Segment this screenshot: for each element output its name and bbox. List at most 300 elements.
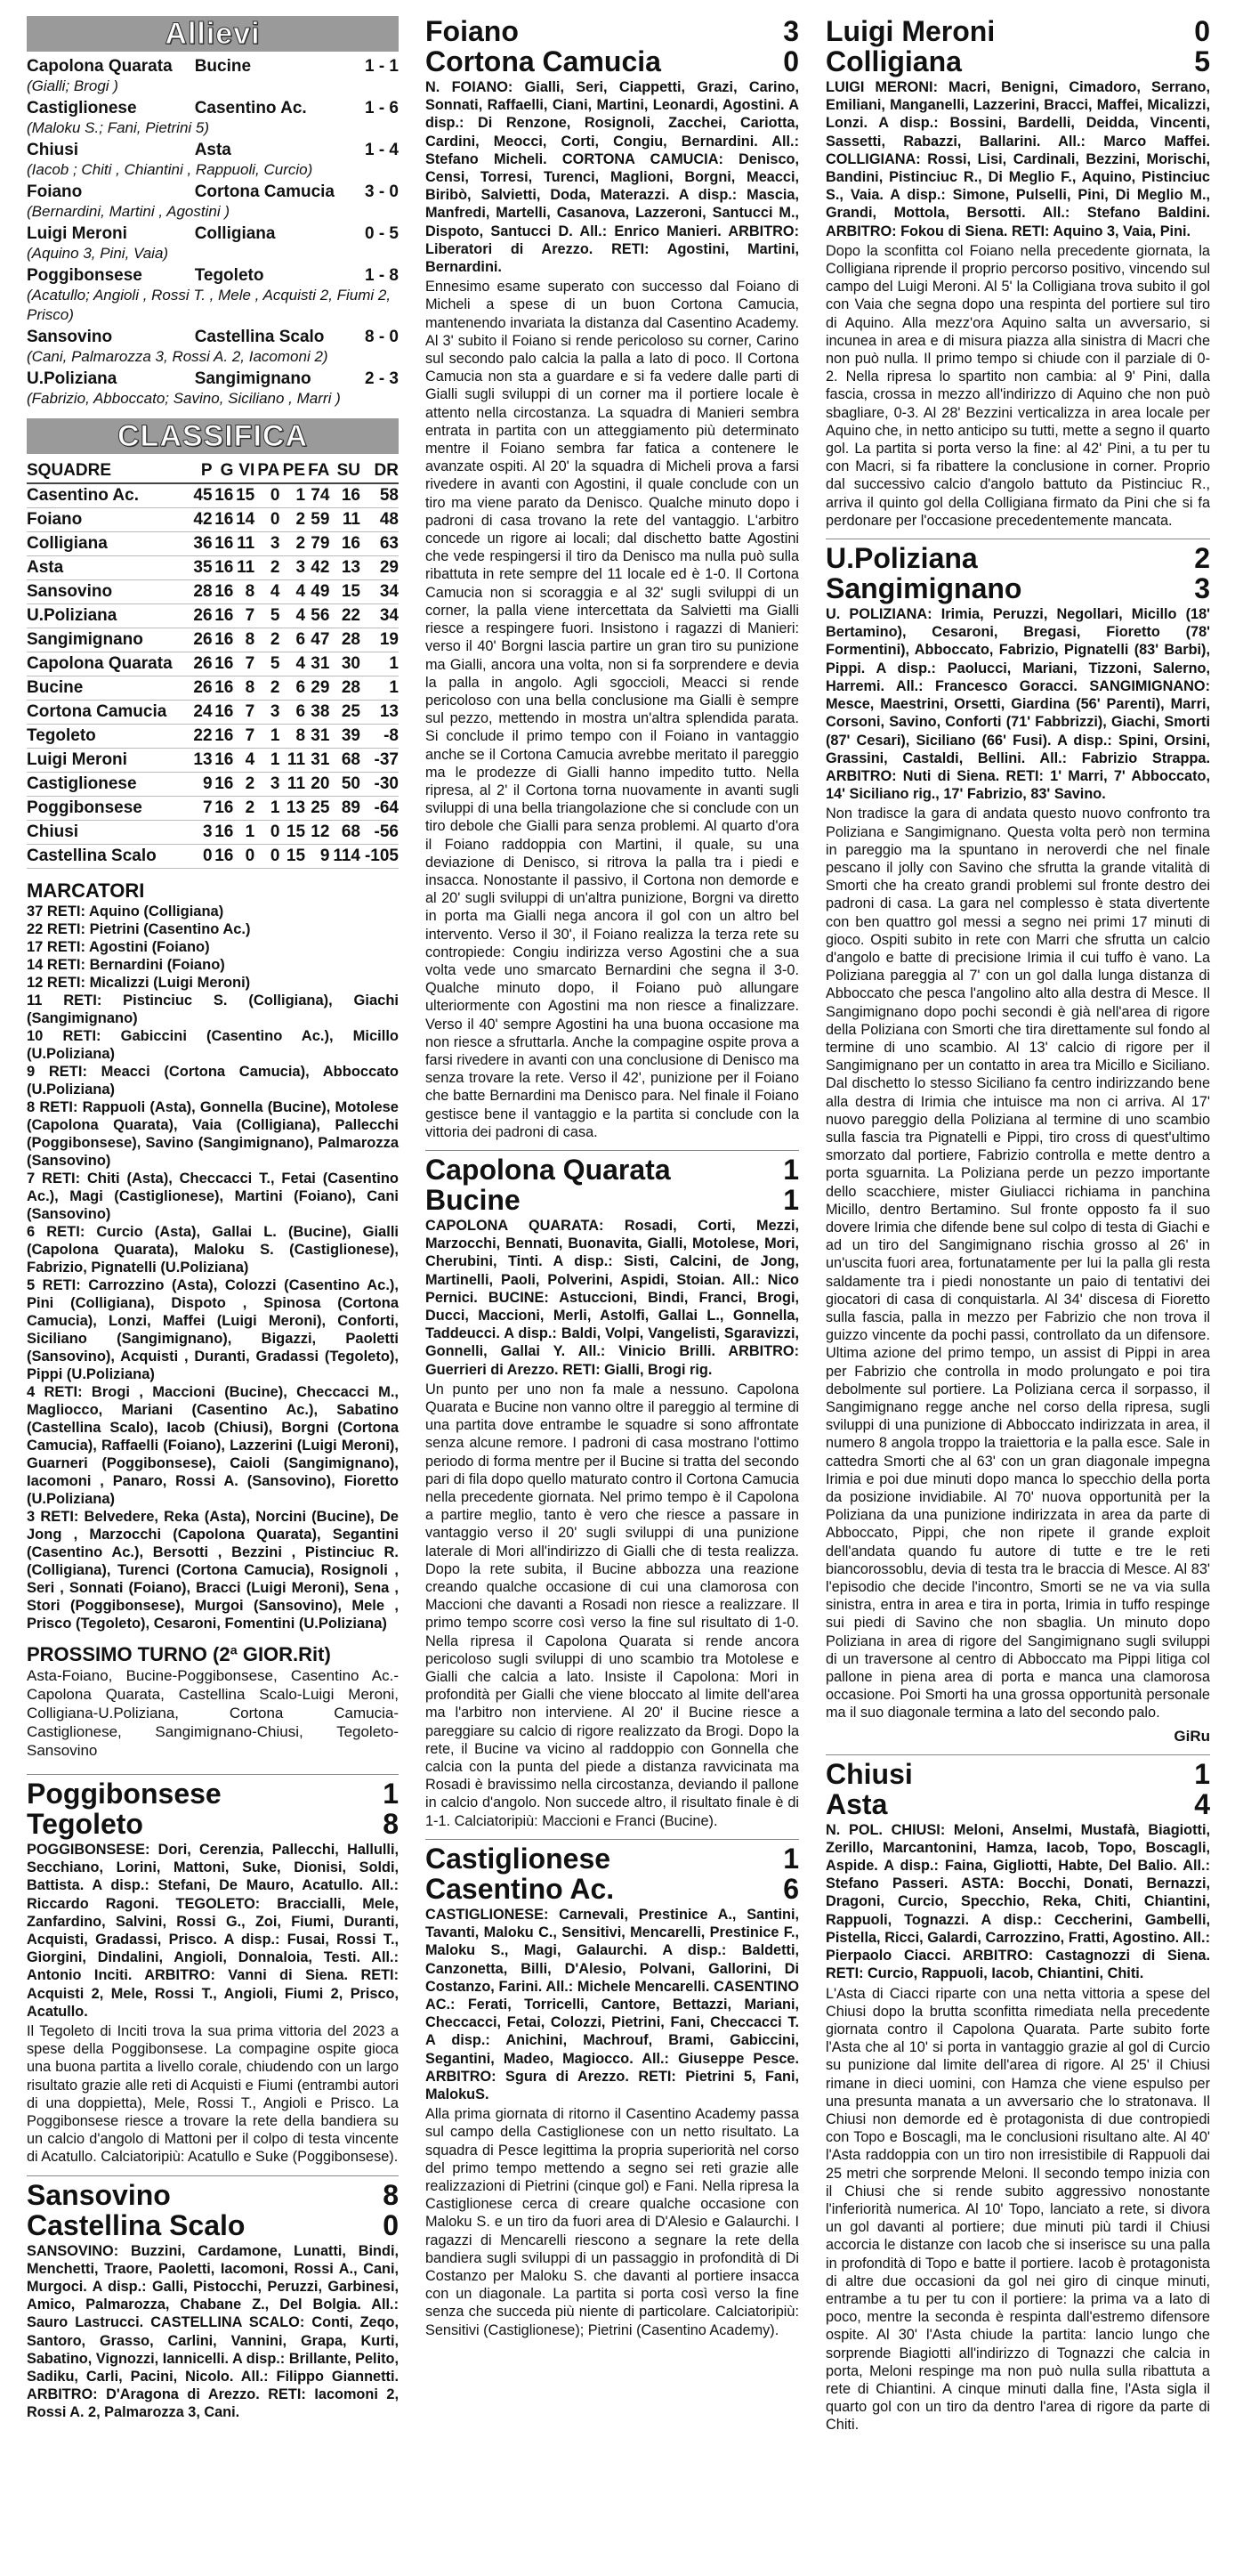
away-team: Bucine xyxy=(425,1183,521,1216)
home-team-row xyxy=(425,16,799,46)
standings-team: Sangimignano xyxy=(27,628,191,652)
standings-cell: 29 xyxy=(305,676,329,701)
standings-cell: 1 xyxy=(279,483,305,508)
standings-cell: 16 xyxy=(329,532,360,556)
standings-row xyxy=(27,508,399,532)
home-team: Chiusi xyxy=(826,1757,913,1790)
scorer-line: 4 RETI: Brogi , Maccioni (Bucine), Checcacci M., Magliocco, Mariani (Casentino Ac.), Sabatino (Castellina Scalo), Iacob (Chiusi), Borgni (Cortona Camucia), Raffaelli (Foiano), Lazzerini (Luigi Meroni), Guarneri (Poggibonsese), Caioli (Sangimignano), Iacomoni , Panaro, Rossi A. (Sansovino), Fioretto (U.Poliziana) xyxy=(27,1384,399,1507)
standings-cell: 13 xyxy=(279,797,305,821)
standings-header-cell: PA xyxy=(254,459,279,483)
result-scorers: (Maloku S.; Fani, Pietrini 5) xyxy=(27,119,210,136)
standings-cell: 42 xyxy=(191,508,213,532)
story-text: Dopo la sconfitta col Foiano nella precedente giornata, la Colligiana riprende il proprio percorso positivo, vincendo sul campo del Luigi Meroni. Al 5' la Colligiana trova subito il gol con Vaia che segna dopo una respinta del portiere sul tiro di Aquino. Alla mezz'ora Aquino salta un avversario, si incunea in area e di misura piazza alla sinistra di Macri che non può nulla. Il primo tempo si chiude con il parziale di 0-2. Nella ripresa lo spartito non cambia: al 9' Pini, dalla fascia, crossa in mezzo all'indirizzo di Aquino che non può sbagliare, 0-3. Al 28' Bezzini verticalizza in area locale per Aquino che, in netto anticipo su tutti, mette a segno il quarto gol. La partita si porta verso la fine: al 42' Pini, a tu per tu con Macri, si fa ribattere la conclusione in corner. Proprio dal successivo calcio d'angolo battuto da Pistinciuc R., arriva il quinto gol della Colligiana firmato da Pini che si fa perdonare per l'occasione precedentemente mancata. xyxy=(826,242,1210,529)
standings-cell: 16 xyxy=(213,701,234,725)
standings-cell: 58 xyxy=(360,483,399,508)
standings-cell: 13 xyxy=(329,556,360,580)
home-team: Foiano xyxy=(425,15,519,47)
standings-cell: 28 xyxy=(191,580,213,604)
standings-cell: 11 xyxy=(233,556,254,580)
home-score: 1 xyxy=(783,1842,799,1875)
scorers-title: MARCATORI xyxy=(27,879,145,902)
lineup-text: SANSOVINO: Buzzini, Cardamone, Lunatti, Bindi, Menchetti, Traore, Paoletti, Iacomoni, Rossi A., Cani, Murgoci. A disp.: Galli, Pistocchi, Peruzzi, Garbinesi, Amico, Palmarozza, Chabane Z., Del Bolgia. All.: Sauro Lastrucci. CASTELLINA SCALO: Conti, Zeqo, Santoro, Grasso, Carlini, Vannini, Grapa, Kurti, Sabatino, Vignozzi, Iannicelli. A disp.: Brillante, Pelito, Sadiku, Carli, Pacini, Nicolo. All.: Filippo Giannetti. ARBITRO: D'Aragona di Arezzo. RETI: Iacomoni 2, Rossi A. 2, Palmarozza 3, Cani. xyxy=(27,2242,399,2421)
standings-cell: 0 xyxy=(233,845,254,869)
scorer-line: 10 RETI: Gabiccini (Casentino Ac.), Micillo (U.Poliziana) xyxy=(27,1028,399,1062)
result-scorers-row xyxy=(27,77,399,99)
result-scorers: (Iacob ; Chiti , Chiantini , Rappuoli, Curcio) xyxy=(27,161,313,178)
standings-cell: 25 xyxy=(329,701,360,725)
scorer-line: 5 RETI: Carrozzino (Asta), Colozzi (Casentino Ac.), Pini (Colligiana), Dispoto , Spinosa (Cortona Camucia), Lonzi, Maffei (Luigi Meroni), Conforti, Siciliano (Sangimignano), Bigazzi, Paoletti (Sansovino), Acquisti , Duranti, Gradassi (Tegoleto), Pippi (U.Poliziana) xyxy=(27,1277,399,1382)
standings-cell: 16 xyxy=(213,580,234,604)
away-team: Sangimignano xyxy=(826,572,1022,605)
standings-row xyxy=(27,676,399,701)
standings-header-cell: SQUADRE xyxy=(27,459,191,483)
standings-table xyxy=(27,459,399,869)
standings-cell: 4 xyxy=(279,652,305,676)
author-signature: GiRu xyxy=(1174,1727,1210,1745)
standings-cell: 1 xyxy=(360,676,399,701)
standings-row xyxy=(27,845,399,869)
home-score: 1 xyxy=(1194,1757,1210,1790)
standings-cell: 74 xyxy=(305,483,329,508)
scorer-line: 7 RETI: Chiti (Asta), Checcacci T., Fetai (Casentino Ac.), Magi (Castiglionese), Martini (Foiano), Cani (Sansovino) xyxy=(27,1171,399,1222)
standings-header-cell: FA xyxy=(305,459,329,483)
standings-cell: 2 xyxy=(233,797,254,821)
standings-cell: 16 xyxy=(213,483,234,508)
standings-row xyxy=(27,652,399,676)
standings-cell: 26 xyxy=(191,676,213,701)
standings-cell: 34 xyxy=(360,580,399,604)
standings-cell: 3 xyxy=(279,556,305,580)
result-row xyxy=(27,141,399,160)
story-text: L'Asta di Ciacci riparte con una netta vittoria a spese del Chiusi dopo la brutta sconfitta rimediata nella precedente giornata contro il Capolona Quarata. Parte subito forte l'Asta che al 10' si porta in vantaggio grazie al gol di Curcio su punizione dal limite dell'area di rigore. Al 25' il Chiusi rimane in dieci uomini, con Hamza che viene espulso per una presunta manata a un avversario che lo stratonava. Il Chiusi non demorde ed è protagonista di due contropiedi con Topo e Boscagli, ma le conclusioni risultano alte. Al 40' l'Asta raddoppia con un tiro non irresistibile di Rappuoli dai 25 metri che sorprende Meloni. Il secondo tempo inizia con il Chiusi che si rende subito aggressivo nonostante l'inferiorità numerica. Al 10' Topo, lanciato a rete, si divora un gol davanti al portiere; due minuti più tardi il Chiusi accorcia le distanze con Iacob che si inserisce su una palla in profondità di Topo e batte il portiere. Iacob è protagonista di altre due occasioni da gol nei giro di cinque minuti, entrambe a tu per tu con il portiere: la prima va a lato di poco, mentre la seconda è respinta dall'estremo difensore ospite. Al 30' l'Asta chiude la partita: lancio lungo che sorprende Biagiotti all'indirizzo di Tognazzi che calcia in porta, Meloni respinge ma non può nulla sulla ribattuta a rete di Chiantini. A cinque minuti dalla fine, l'Asta sigla il quarto gol con un tiro da dentro l'area di rigore da parte di Chiti. xyxy=(826,1985,1210,2434)
result-scorers: (Cani, Palmarozza 3, Rossi A. 2, Iacomoni 2) xyxy=(27,348,328,365)
standings-cell: 5 xyxy=(254,604,279,628)
standings-cell: 0 xyxy=(254,821,279,845)
standings-team: Chiusi xyxy=(27,821,191,845)
results-banner: Allievi xyxy=(27,16,399,52)
standings-cell: 39 xyxy=(329,725,360,749)
next-round xyxy=(27,1666,399,1760)
column-middle xyxy=(425,16,799,2339)
away-score: 5 xyxy=(1194,45,1210,77)
standings-cell: 36 xyxy=(191,532,213,556)
standings-cell: 59 xyxy=(305,508,329,532)
standings-cell: 38 xyxy=(305,701,329,725)
result-scorers: (Bernardini, Martini , Agostini ) xyxy=(27,203,230,220)
home-team-row xyxy=(425,1154,799,1185)
standings-cell: 16 xyxy=(213,797,234,821)
standings-cell: 16 xyxy=(213,676,234,701)
standings-cell: 79 xyxy=(305,532,329,556)
standings-row xyxy=(27,556,399,580)
article-chiusi xyxy=(826,1754,1210,2434)
result-home-team: Luigi Meroni xyxy=(27,224,127,243)
article-foiano xyxy=(425,16,799,1141)
standings-cell: 11 xyxy=(329,508,360,532)
article-castiglionese xyxy=(425,1839,799,2339)
standings-cell: 14 xyxy=(233,508,254,532)
home-team: Castiglionese xyxy=(425,1842,611,1875)
standings-cell: 8 xyxy=(233,676,254,701)
scorer-line: 9 RETI: Meacci (Cortona Camucia), Abboccato (U.Poliziana) xyxy=(27,1064,399,1098)
standings-cell: 7 xyxy=(233,652,254,676)
lineup-text: LUIGI MERONI: Macri, Benigni, Cimadoro, Serrano, Emiliani, Manganelli, Lazzerini, Bracci, Maffei, Micalizzi, Lonzi. A disp.: Bossini, Bardelli, Deidda, Vincenti, Sassetti, Rabazzi, Ballarini. All.: Marco Maffei. COLLIGIANA: Rossi, Lisi, Cardinali, Bezzini, Morischi, Bandini, Pistinciuc R., Di Meglio F., Aquino, Pistinciuc S., Vaia. A disp.: Simone, Pulselli, Pini, Di Meglio M., Grandi, Mottola, Bersotti. All.: Stefano Baldini. ARBITRO: Fokou di Siena. RETI: Aquino 3, Vaia, Pini. xyxy=(826,79,1210,239)
standings-cell: -56 xyxy=(360,821,399,845)
standings-cell: 15 xyxy=(279,821,305,845)
standings-cell: 42 xyxy=(305,556,329,580)
away-score: 8 xyxy=(383,1808,399,1840)
standings-header-cell: SU xyxy=(329,459,360,483)
standings-cell: 15 xyxy=(233,483,254,508)
standings-cell: 26 xyxy=(191,628,213,652)
standings-cell: 1 xyxy=(254,749,279,773)
standings-cell: 19 xyxy=(360,628,399,652)
standings-cell: 16 xyxy=(213,845,234,869)
away-team-row xyxy=(425,46,799,77)
lineup-text: U. POLIZIANA: Irimia, Peruzzi, Negollari, Micillo (18' Bertamino), Cesaroni, Bregasi, Fioretto (78' Formentini), Abboccato, Fabrizio, Pignatelli (83' Barbi), Pippi. A disp.: Paolucci, Mariani, Tizzoni, Salerno, Harremi. All.: Francesco Goracci. SANGIMIGNANO: Mesce, Maestrini, Orsetti, Giardina (56' Parenti), Marri, Corsoni, Savino, Conforti (71' Fabbrizzi), Giachi, Smorti (87' Cesari), Siciliano (66' Fusi). A disp.: Spini, Orsini, Grassini, Castaldi, Bellini. All.: Fabrizio Strappa. ARBITRO: Nuti di Siena. RETI: 1' Marri, 7' Abboccato, 14' Siciliano rig., 17' Fabrizio, 83' Savino. xyxy=(826,606,1210,803)
home-score: 8 xyxy=(383,2178,399,2211)
standings-team: Luigi Meroni xyxy=(27,749,191,773)
standings-cell: 114 xyxy=(329,845,360,869)
standings-cell: 2 xyxy=(279,532,305,556)
standings-row xyxy=(27,580,399,604)
standings-team: Capolona Quarata xyxy=(27,652,191,676)
standings-header-cell: G xyxy=(213,459,234,483)
standings-cell: 11 xyxy=(233,532,254,556)
story-text: Il Tegoleto di Inciti trova la sua prima vittoria del 2023 a spese della Poggibonsese. La compagine ospite gioca una buona partita a livello corale, chiudendo con un largo risultato grazie alle reti di Acquisti e Fiumi (entrambi autori di una doppietta), Mele, Rossi T., Angioli e Prisco. La Poggibonsese riesce a trovare la rete della bandiera su un calcio d'angolo di Mattoni per il colpo di testa vincente di Acatullo. Calciatoripiù: Acatullo e Suke (Poggibonsese). xyxy=(27,2023,399,2166)
away-team-row xyxy=(826,573,1210,603)
standings-cell: 26 xyxy=(191,604,213,628)
standings-cell: 2 xyxy=(279,508,305,532)
standings-cell: 25 xyxy=(305,797,329,821)
standings-cell: 8 xyxy=(233,628,254,652)
result-score: 3 - 0 xyxy=(364,182,399,201)
standings-team: Cortona Camucia xyxy=(27,701,191,725)
away-team-row xyxy=(425,1874,799,1904)
standings-cell: 34 xyxy=(360,604,399,628)
standings-cell: 49 xyxy=(305,580,329,604)
standings-cell: 7 xyxy=(191,797,213,821)
standings-cell: 26 xyxy=(191,652,213,676)
standings-team: Castiglionese xyxy=(27,773,191,797)
standings-cell: 2 xyxy=(254,628,279,652)
standings-cell: 16 xyxy=(213,821,234,845)
home-score: 3 xyxy=(783,15,799,47)
result-away-team: Tegoleto xyxy=(194,266,264,285)
standings-cell: 16 xyxy=(213,749,234,773)
result-home-team: Capolona Quarata xyxy=(27,57,173,76)
standings-cell: 16 xyxy=(213,652,234,676)
standings-banner: CLASSIFICA xyxy=(27,418,399,454)
standings-cell: 2 xyxy=(254,556,279,580)
standings-cell: 16 xyxy=(213,725,234,749)
home-team: U.Poliziana xyxy=(826,542,978,575)
standings-header-cell: VI xyxy=(233,459,254,483)
home-score: 0 xyxy=(1194,15,1210,47)
standings-row xyxy=(27,749,399,773)
standings-cell: 16 xyxy=(213,508,234,532)
standings-cell: -105 xyxy=(360,845,399,869)
away-score: 4 xyxy=(1194,1787,1210,1820)
home-team: Capolona Quarata xyxy=(425,1153,671,1186)
standings-cell: 0 xyxy=(191,845,213,869)
standings-cell: 1 xyxy=(360,652,399,676)
result-scorers: (Acatullo; Angioli , Rossi T. , Mele , Acquisti 2, Fiumi 2, Prisco) xyxy=(27,287,391,323)
result-scorers-row xyxy=(27,244,399,266)
result-scorers: (Fabrizio, Abboccato; Savino, Siciliano , Marri ) xyxy=(27,390,341,407)
standings-header-cell: DR xyxy=(360,459,399,483)
standings-cell: 15 xyxy=(279,845,305,869)
away-team: Tegoleto xyxy=(27,1808,143,1840)
home-team: Luigi Meroni xyxy=(826,15,996,47)
result-scorers-row xyxy=(27,389,399,411)
away-score: 6 xyxy=(783,1872,799,1905)
standings-cell: 89 xyxy=(329,797,360,821)
standings-cell: 0 xyxy=(254,845,279,869)
standings-cell: 1 xyxy=(254,725,279,749)
standings-cell: 13 xyxy=(191,749,213,773)
standings-cell: 9 xyxy=(191,773,213,797)
result-score: 0 - 5 xyxy=(364,224,399,243)
result-row xyxy=(27,266,399,286)
result-score: 8 - 0 xyxy=(364,328,399,346)
standings-header-cell: P xyxy=(191,459,213,483)
result-score: 2 - 3 xyxy=(364,369,399,388)
result-scorers-row xyxy=(27,118,399,141)
scorer-line: 12 RETI: Micalizzi (Luigi Meroni) xyxy=(27,975,251,991)
scorer-line: 6 RETI: Curcio (Asta), Gallai L. (Bucine), Gialli (Capolona Quarata), Maloku S. (Castiglionese), Fabrizio, Pignatelli (U.Poliziana) xyxy=(27,1224,399,1276)
standings-cell: 16 xyxy=(213,532,234,556)
result-row xyxy=(27,224,399,244)
standings-cell: 31 xyxy=(305,749,329,773)
standings-cell: 3 xyxy=(191,821,213,845)
standings-cell: 11 xyxy=(279,749,305,773)
scorer-line: 8 RETI: Rappuoli (Asta), Gonnella (Bucine), Motolese (Capolona Quarata), Vaia (Colligiana), Pallecchi (Poggibonsese), Savino (Sangimignano), Palmarozza (Sansovino) xyxy=(27,1099,399,1169)
standings-cell: 22 xyxy=(191,725,213,749)
standings-cell: 31 xyxy=(305,725,329,749)
scorer-line: 14 RETI: Bernardini (Foiano) xyxy=(27,957,225,973)
home-team-row xyxy=(27,1778,399,1809)
standings-cell: 15 xyxy=(329,580,360,604)
standings-cell: 3 xyxy=(254,701,279,725)
standings-cell: 16 xyxy=(329,483,360,508)
away-score: 0 xyxy=(383,2208,399,2241)
story-text: Ennesimo esame superato con successo dal Foiano di Micheli a spese di un buon Cortona Camucia, mantenendo invariata la distanza dal Casentino Academy. Al 3' subito il Foiano si rende pericoloso su corner, Carino sul secondo palo calcia la palla a lato di poco. Il Cortona Camucia non sta a guardare e si fa vedere dalle parti di Gialli sugli sviluppi di un corner ma il portiere locale è attento nella circostanza. La squadra di Manieri sembra entrata in partita con un atteggiamento più determinato mentre il Foiano sembra far fatica a contenere le avanzate ospiti. Al 20' la squadra di Micheli prova a farsi rivedere in avanti con Agostini, il quale conclude con un tiro ma viene parato da Denisco. Qualche minuto dopo i padroni di casa trovano la rete del vantaggio. L'arbitro concede un rigore ai locali; dal dischetto batte Agostini che vede respingersi il tiro da Denisco ma nulla può sulla ribattuta in rete sempre del 11 locale ed è 1-0. Il Cortona Camucia non si scoraggia e al 32' sugli sviluppi di un corner, la palla viene intercettata da Salvietti ma Gialli riesce a respingere fuori. Insistono i ragazzi di Manieri: verso il 40' Borgni lascia partire un gran tiro su punizione ma Gialli, ancora una volta, non si fa sorprendere e devia la palla in angolo. Agli sgoccioli, Meacci si rende pericoloso con una bella conclusione ma Gialli è sempre sul pezzo, mettendo in mostra un'altra splendida parata. Si conclude il primo tempo con il Foiano in vantaggio anche se il Cortona Camucia avrebbe meritato il pareggio ma le prodezze di Gialli hanno impedito tutto. Nella ripresa, al 2' il Cortona torna nuovamente in avanti sugli sviluppi di una bella triangolazione che si conclude con un tiro debole che Gialli para senza problemi. Al quarto d'ora il Foiano raddoppia con Martini, il quale, su una deviazione di Denisco, si ritrova la palla tra i piedi e insacca. Nonostante il passivo, il Cortona non demorde e al 20' sugli sviluppi di un'altra punizione, Borgni va diretto in porta ma Gialli nega ancora il gol con un altro bel intervento. Verso il 30', il Foiano realizza la terza rete su contropiede: Congiu indirizza verso Agostini che a sua volta vede uno smarcato Bernardini che segna il 3-0. Qualche minuto dopo, il Foiano può allungare ulteriormente con Agostini ma non riesce a finalizzare. Verso il 40' sempre Agostini ha una buona occasione ma non riesce a sfruttarla. Anche la compagine ospite prova a farsi rivedere in avanti con una conclusione di Denisco ma senza trovare la rete. Verso il 42', punizione per il Foiano che batte Bernardini ma Denisco para. Nel finale il Foiano gestisce bene il vantaggio e la partita si conclude con la vittoria dei padroni di casa. xyxy=(425,279,799,1140)
standings-cell: 47 xyxy=(305,628,329,652)
standings-cell: 5 xyxy=(254,652,279,676)
standings-cell: 0 xyxy=(254,508,279,532)
standings-cell: 9 xyxy=(305,845,329,869)
result-scorers-row xyxy=(27,160,399,182)
standings-cell: 16 xyxy=(213,604,234,628)
scorer-line: 37 RETI: Aquino (Colligiana) xyxy=(27,903,224,919)
standings-cell: 16 xyxy=(213,556,234,580)
result-away-team: Cortona Camucia xyxy=(194,182,335,201)
standings-team: Foiano xyxy=(27,508,191,532)
standings-cell: 56 xyxy=(305,604,329,628)
home-score: 1 xyxy=(383,1778,399,1810)
standings-row xyxy=(27,604,399,628)
column-right xyxy=(826,16,1210,2434)
standings-cell: 4 xyxy=(279,580,305,604)
standings-cell: 4 xyxy=(279,604,305,628)
result-scorers-row xyxy=(27,347,399,369)
story-text: Alla prima giornata di ritorno il Casentino Academy passa sul campo della Castiglionese con un netto risultato. La squadra di Pesce legittima la propria superiorità nel corso del primo tempo mettendo a segno sei reti grazie alle realizzazioni di Pietrini (cinque gol) e Fani. Nella ripresa la Castiglionese cerca di creare qualche occasione con Maloku S. e un tiro da fuori area di D'Alesio e Galaurchi. I ragazzi di Mencarelli riescono a segnare la rete della bandiera sugli sviluppi di un passaggio in profondità di Di Costanzo per Maloku S. che davanti al portiere insacca con un diagonale. La partita si porta così verso la fine senza che succeda più niente di particolare. Calciatoripiù: Sensitivi (Castiglionese); Pietrini (Casentino Academy). xyxy=(425,2106,799,2338)
standings-team: Casentino Ac. xyxy=(27,483,191,508)
standings-row xyxy=(27,773,399,797)
story-text: Un punto per uno non fa male a nessuno. Capolona Quarata e Bucine non vanno oltre il pareggio al termine di una partita dove entrambe le squadre si sono affrontate senza alcune remore. I padroni di casa mostrano l'ottimo periodo di forma mentre per il Bucine si tratta del secondo pari di fila dopo quello maturato contro il Cortona Camucia nella precedente giornata. Nel primo tempo è il Capolona a partire meglio, tanto è vero che riesce a passare in vantaggio verso il 20' sugli sviluppi di una punizione laterale di Mori all'indirizzo di Gialli che di testa realizza. Dopo la rete subita, il Bucine abbozza una reazione creando qualche occasione di cui una clamorosa con Maccioni che davanti a Rosadi non riesce a realizzare. Il primo tempo scorre così verso la fine sul risultato di 1-0. Nella ripresa il Capolona Quarata si rende ancora pericoloso sugli sviluppi di uno scambio tra Motolese e Gialli che calcia a lato. Insiste il Capolona: Mori in profondità per Gialli che viene bloccato al limite dell'area ma l'arbitro non interviene. Al 20' il Bucine riesce a pareggiare su calcio di rigore realizzato da Brogi. Dopo la rete, il Bucine va vicino al raddoppio con Gonnella che calcia con la punta del piede a distanza ravvicinata ma Rosadi è bravissimo nella circostanza, deviando il pallone in calcio d'angolo. Non succede altro, il risultato finale è di 1-1. Calciatoripiù: Maccioni e Franci (Bucine). xyxy=(425,1381,799,1829)
result-score: 1 - 8 xyxy=(364,266,399,285)
standings-cell: 28 xyxy=(329,628,360,652)
result-row xyxy=(27,182,399,202)
result-scorers-row xyxy=(27,286,399,328)
standings-team: Castellina Scalo xyxy=(27,845,191,869)
next-round-text: Asta-Foiano, Bucine-Poggibonsese, Casentino Ac.-Capolona Quarata, Castellina Scalo-Luigi Meroni, Colligiana-U.Poliziana, Cortona Camucia-Castiglionese, Sangimignano-Chiusi, Tegoleto-Sansovino xyxy=(27,1667,399,1759)
standings-cell: 11 xyxy=(279,773,305,797)
standings-cell: 6 xyxy=(279,676,305,701)
scorer-line: 22 RETI: Pietrini (Casentino Ac.) xyxy=(27,921,251,937)
result-home-team: U.Poliziana xyxy=(27,369,117,388)
lineup-text: CAPOLONA QUARATA: Rosadi, Corti, Mezzi, Marzocchi, Bennati, Buonavita, Gialli, Motolese, Mori, Cherubini, Tinti. A disp.: Sisti, Calcini, de Jong, Martinelli, Paoli, Polverini, Aspidi, Stoian. All.: Nico Pernici. BUCINE: Astuccioni, Bindi, Franci, Brogi, Ducci, Maccioni, Merli, Astolfi, Gallai L., Gonnella, Taddeucci. A disp.: Baldi, Volpi, Vangelisti, Sgaravizzi, Gonnelli, Gallai Y. All.: Vinicio Brilli. ARBITRO: Guerrieri di Arezzo. RETI: Gialli, Brogi rig. xyxy=(425,1217,799,1378)
away-team-row xyxy=(826,46,1210,77)
article-capolona xyxy=(425,1150,799,1830)
standings-cell: 1 xyxy=(254,797,279,821)
lineup-text: N. FOIANO: Gialli, Seri, Ciappetti, Grazi, Carino, Sonnati, Raffaelli, Ciani, Martini, Leonardi, Agostini. A disp.: Di Renzone, Rosignoli, Zacchei, Cariotta, Cardini, Meocci, Corti, Congiu, Bernardini. All.: Stefano Micheli. CORTONA CAMUCIA: Denisco, Censi, Torresi, Turenci, Maglioni, Borgni, Meacci, Biribò, Salvietti, Doda, Materazzi. A disp.: Mascia, Manfredi, Martelli, Casanova, Lazzeroni, Santucci M., Dispoto, Santucci D. All.: Enrico Manieri. ARBITRO: Liberatori di Arezzo. RETI: Agostini, Martini, Bernardini. xyxy=(425,79,799,276)
standings-cell: 48 xyxy=(360,508,399,532)
standings-team: Asta xyxy=(27,556,191,580)
away-score: 3 xyxy=(1194,572,1210,605)
standings-row xyxy=(27,821,399,845)
standings-cell: 50 xyxy=(329,773,360,797)
result-away-team: Asta xyxy=(194,141,231,159)
away-team: Casentino Ac. xyxy=(425,1872,615,1905)
standings-team: Tegoleto xyxy=(27,725,191,749)
home-team-row xyxy=(826,16,1210,46)
lineup-text: CASTIGLIONESE: Carnevali, Prestinice A., Santini, Tavanti, Maloku C., Sensitivi, Mencarelli, Prestinice F., Maloku S., Magi, Galaurchi. A disp.: Baldetti, Canzonetta, Billi, D'Alesio, Polvani, Gallorini, Di Costanzo, Farini. All.: Michele Mencarelli. CASENTINO AC.: Ferati, Torricelli, Cantore, Bettazzi, Mariani, Checcacci, Fetai, Colozzi, Pietrini, Fani, Checcacci T. A disp.: Anichini, Machrouf, Brami, Gabiccini, Segantini, Madeo, Magiocco. All.: Giuseppe Pesce. ARBITRO: Sgura di Arezzo. RETI: Pietrini 5, Fani, MalokuS. xyxy=(425,1906,799,2102)
standings-cell: 3 xyxy=(254,532,279,556)
scorer-line: 17 RETI: Agostini (Foiano) xyxy=(27,939,210,955)
standings-cell: 28 xyxy=(329,676,360,701)
standings-cell: 1 xyxy=(233,821,254,845)
article-meroni xyxy=(826,16,1210,530)
scorer-line: 11 RETI: Pistinciuc S. (Colligiana), Giachi (Sangimignano) xyxy=(27,992,399,1026)
next-round-title: PROSSIMO TURNO (2ª GIOR.Rit) xyxy=(27,1643,331,1665)
article-poliziana xyxy=(826,539,1210,1746)
standings-cell: 16 xyxy=(213,773,234,797)
standings-cell: 8 xyxy=(279,725,305,749)
result-home-team: Castiglionese xyxy=(27,99,137,117)
standings-team: Sansovino xyxy=(27,580,191,604)
standings-header-cell: PE xyxy=(279,459,305,483)
home-team-row xyxy=(826,1759,1210,1789)
away-score: 1 xyxy=(783,1183,799,1216)
away-team: Castellina Scalo xyxy=(27,2208,246,2241)
standings-cell: 7 xyxy=(233,725,254,749)
result-away-team: Castellina Scalo xyxy=(194,328,325,346)
result-score: 1 - 1 xyxy=(364,57,399,76)
standings-cell: 7 xyxy=(233,701,254,725)
home-score: 1 xyxy=(783,1153,799,1186)
standings-cell: 30 xyxy=(329,652,360,676)
standings-row xyxy=(27,797,399,821)
result-score: 1 - 4 xyxy=(364,141,399,159)
lineup-text: POGGIBONSESE: Dori, Cerenzia, Pallecchi, Hallulli, Secchiano, Lorini, Mattoni, Suke, Dionisi, Soldi, Battista. A disp.: Stefani, De Mauro, Acatullo. All.: Riccardo Ragoni. TEGOLETO: Braccialli, Mele, Zanfardino, Salvini, Rossi G., Zoi, Fiumi, Duranti, Acquisti, Gradassi, Prisco. A disp.: Fusai, Rossi T., Giorgini, Dindalini, Angioli, Donnaloia, Testi. All.: Antonio Inciti. ARBITRO: Vanni di Siena. RETI: Acquisti 2, Mele, Rossi T., Angioli, Fiumi 2, Prisco, Acatullo. xyxy=(27,1842,399,2020)
result-row xyxy=(27,99,399,118)
standings-cell: -8 xyxy=(360,725,399,749)
result-home-team: Chiusi xyxy=(27,141,79,159)
result-scorers-row xyxy=(27,202,399,224)
standings-team: Poggibonsese xyxy=(27,797,191,821)
standings-cell: 68 xyxy=(329,821,360,845)
standings-cell: 68 xyxy=(329,749,360,773)
standings-cell: 12 xyxy=(305,821,329,845)
standings-cell: 6 xyxy=(279,628,305,652)
result-home-team: Poggibonsese xyxy=(27,266,142,285)
home-team-row xyxy=(826,543,1210,573)
standings-row xyxy=(27,483,399,508)
home-team: Poggibonsese xyxy=(27,1778,222,1810)
away-team-row xyxy=(425,1185,799,1215)
home-team-row xyxy=(27,2180,399,2210)
standings-cell: 4 xyxy=(233,749,254,773)
standings-cell: 3 xyxy=(254,773,279,797)
standings-cell: 8 xyxy=(233,580,254,604)
results-table xyxy=(27,57,399,411)
result-score: 1 - 6 xyxy=(364,99,399,117)
standings-cell: 29 xyxy=(360,556,399,580)
away-team-row xyxy=(826,1789,1210,1819)
column-results xyxy=(27,16,399,2422)
standings-row xyxy=(27,725,399,749)
standings-cell: -37 xyxy=(360,749,399,773)
standings-team: U.Poliziana xyxy=(27,604,191,628)
standings-cell: 16 xyxy=(213,628,234,652)
standings-cell: 45 xyxy=(191,483,213,508)
standings-cell: 20 xyxy=(305,773,329,797)
home-team-row xyxy=(425,1843,799,1874)
result-away-team: Colligiana xyxy=(194,224,276,243)
away-team-row xyxy=(27,1809,399,1839)
standings-row xyxy=(27,628,399,652)
standings-cell: 2 xyxy=(254,676,279,701)
standings-cell: 4 xyxy=(254,580,279,604)
result-scorers: (Gialli; Brogi ) xyxy=(27,77,118,94)
standings-row xyxy=(27,532,399,556)
home-score: 2 xyxy=(1194,542,1210,575)
home-team: Sansovino xyxy=(27,2178,171,2211)
away-score: 0 xyxy=(783,45,799,77)
result-row xyxy=(27,328,399,347)
away-team-row xyxy=(27,2210,399,2240)
standings-cell: 0 xyxy=(254,483,279,508)
standings-cell: -64 xyxy=(360,797,399,821)
result-away-team: Sangimignano xyxy=(194,369,311,388)
away-team: Cortona Camucia xyxy=(425,45,661,77)
article-sansovino xyxy=(27,2175,399,2422)
result-away-team: Bucine xyxy=(194,57,252,76)
standings-row xyxy=(27,701,399,725)
result-scorers: (Aquino 3, Pini, Vaia) xyxy=(27,245,169,262)
scorer-line: 3 RETI: Belvedere, Reka (Asta), Norcini (Bucine), De Jong , Marzocchi (Capolona Quarata), Segantini (Casentino Ac.), Bersotti , Bezzini , Pistinciuc R. (Colligiana), Turenci (Cortona Camucia), Rosignoli , Seri , Sonnati (Foiano), Bracci (Luigi Meroni), Sena , Stori (Poggibonsese), Murgoi (Sansovino), Mele , Prisco (Tegoleto), Cesaroni, Fomentini (U.Poliziana) xyxy=(27,1509,399,1632)
story-text: Non tradisce la gara di andata questo nuovo confronto tra Poliziana e Sangimignano. Questa volta però non termina in pareggio ma la spuntano in neroverdi che nel finale pescano il jolly con Savino che sfrutta la grande vitalità di Smorti che ha creato grandi problemi sul fronte destro dei padroni di casa. La gara nel complesso è stata divertente con ben quattro gol messi a segno nei primi 17 minuti di gioco. Ospiti subito in rete con Marri che sfrutta un calcio d'angolo e batte di precisione Irimia il cui tuffo è vano. La Poliziana pareggia al 7' con un gol dalla lunga distanza di Abboccato che pesca l'angolino alto alla destra di Mesce. Il Sangimignano dopo pochi secondi è già nell'area di rigore della Poliziana con Smorti che tira direttamente sul fondo al termine di uno scambio. Al 13' calcio di rigore per il Sangimignano per un contatto in area tra Micillo e Siciliano. Dal dischetto lo stesso Siciliano fa centro indirizzando bene alla destra di Irimia che intuisce ma non ci arriva. Al 17' nuovo pareggio della Poliziana al termine di uno scambio sulla fascia tra Pignatelli e Pippi, tiro cross di quest'ultimo smorzato dal portiere, Fabrizio controlla e mette dentro a porta sguarnita. La Poliziana perde un pezzo importante dello scacchiere, mister Giuliacci richiama in panchina Micillo, dentro Bertamino. Sul fronte opposto fa il suo dovere Irimia che difende bene sul colpo di testa di Giachi e ad un tiro del Sangimignano rischia grosso al 26' in un'uscita fuori area, fortunatamente per lui la palla gli resta saldamente tra i piedi nonostante un paio di tentativi dei giocatori di casa di conquistarla. Al 34' discesa di Fioretto sulla fascia, palla in mezzo per Fabrizio che non trova il guizzo vincente da pochi passi, controllato da un difensore. Ultima azione del primo tempo, un assist di Pippi in area per Fabrizio che controlla in modo prolungato e poi tira debolmente sul portiere. La Poliziana cerca il sorpasso, il Sangimignano regge anche nel corso della ripresa, sugli sviluppi di una punizione di Abboccato indirizzata in area, il numero 8 angola troppo la traiettoria e la palla esce. Sale in cattedra Smorti che al 63' con un gran diagonale impegna Irimia e poi due minuti dopo manca lo specchio della porta da posizione invidiabile. Al 70' nuova opportunità per la Poliziana da una punizione indirizzata in area da parte di Abboccato, Pippi, che non ripete il grande exploit dell'andata quando fu autore di tutte e tre le reti biancorossoblu, devia di testa tra le braccia di Mesce. Al 83' l'episodio che decide l'incontro, Smorti se ne va via sulla sinistra, entra in area e tira in porta, Irimia in tuffo respinge sui piedi di Savino che non sbaglia. Un minuto dopo Poliziana in area di rigore del Sangimignano sugli sviluppi di un traversone al centro di Abboccato ma Pippi litiga col pallone in piena area di porta e manca una clamorosa occasione. Poi Smorti ha una grossa opportunità personale ma il suo diagonale termina a lato del secondo palo. xyxy=(826,806,1210,1721)
away-team: Colligiana xyxy=(826,45,962,77)
article-poggibonsese xyxy=(27,1774,399,2167)
away-team: Asta xyxy=(826,1787,888,1820)
standings-cell: 6 xyxy=(279,701,305,725)
standings-cell: 22 xyxy=(329,604,360,628)
result-row xyxy=(27,57,399,77)
standings-cell: 7 xyxy=(233,604,254,628)
